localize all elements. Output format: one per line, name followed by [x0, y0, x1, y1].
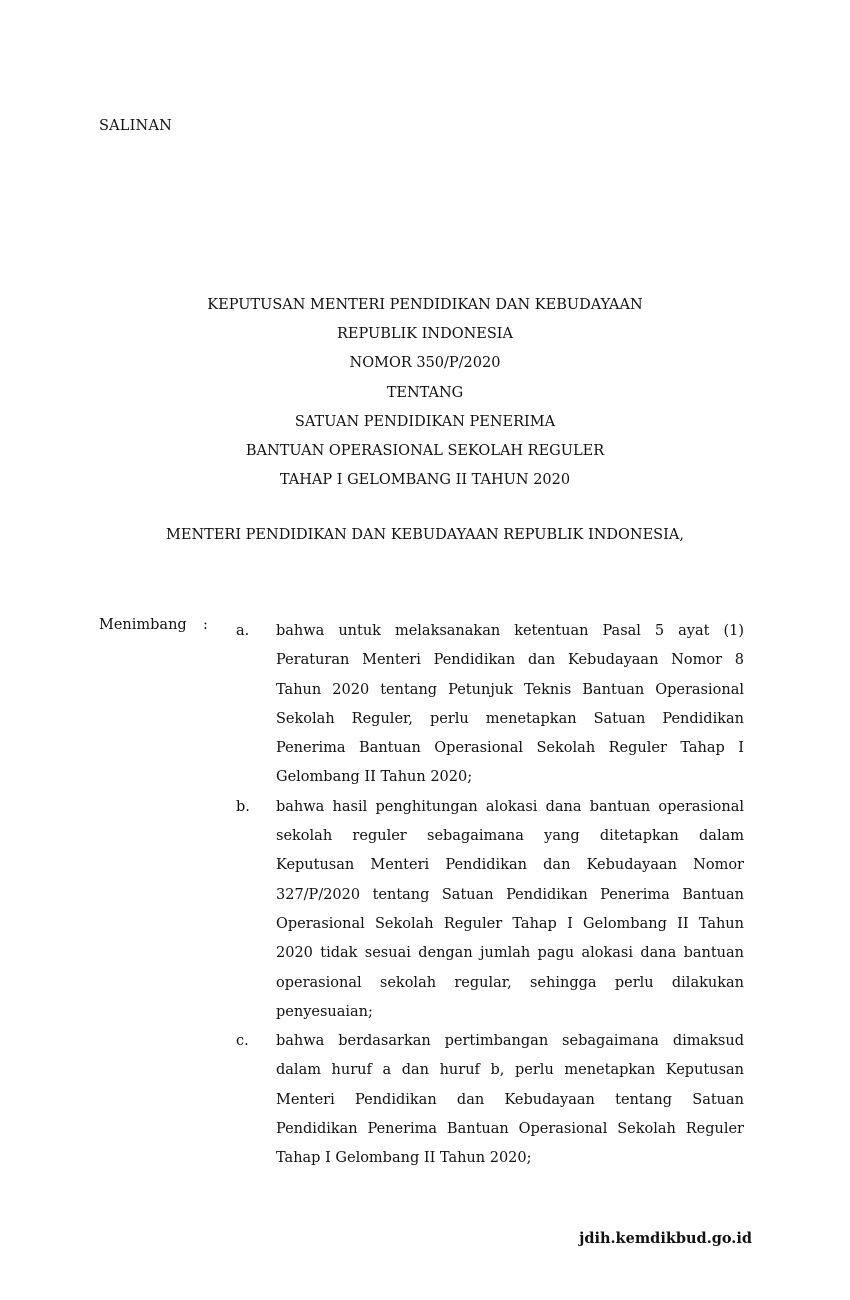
menimbang-clauses: [0, 617, 850, 1174]
title-line-7: TAHAP I GELOMBANG II TAHUN 2020: [279, 472, 571, 489]
clause-a: [0, 617, 850, 793]
title-line-3: NOMOR 350/P/2020: [349, 355, 501, 372]
title-line-5: SATUAN PENDIDIKAN PENERIMA: [294, 413, 556, 430]
title-line-2: REPUBLIK INDONESIA: [336, 326, 513, 343]
title-line-1: KEPUTUSAN MENTERI PENDIDIKAN DAN KEBUDAYAAN: [207, 297, 643, 313]
clause-letter: b.: [236, 798, 250, 815]
title-line-6: BANTUAN OPERASIONAL SEKOLAH REGULER: [245, 443, 605, 460]
clause-letter: c.: [236, 1033, 249, 1050]
clause-text: bahwa hasil penghitungan alokasi dana bantuan operasional sekolah reguler sebagaimana yang ditetapkan dalam Keputusan Menteri Pendidikan dan Kebudayaan Nomor 327/P/2020 tentang Satuan Pendidikan Penerima Bantuan Operasional Sekolah Reguler Tahap I Gelombang II Tahun 2020 tidak sesuai dengan jumlah pagu alokasi dana bantuan operasional sekolah regular, sehingga perlu dilakukan penyesuaian;: [276, 798, 744, 1020]
clause-letter: a.: [236, 623, 250, 639]
menimbang-label: Menimbang: [99, 617, 187, 633]
clause-text: bahwa untuk melaksanakan ketentuan Pasal 5 ayat (1) Peraturan Menteri Pendidikan dan Kebudayaan Nomor 8 Tahun 2020 tentang Petunjuk Teknis Bantuan Operasional Sekolah Reguler, perlu menetapkan Satuan Pendidikan Penerima Bantuan Operasional Sekolah Reguler Tahap I Gelombang II Tahun 2020;: [276, 623, 744, 786]
clause-text: bahwa berdasarkan pertimbangan sebagaimana dimaksud dalam huruf a dan huruf b, perlu menetapkan Keputusan Menteri Pendidikan dan Kebudayaan tentang Satuan Pendidikan Penerima Bantuan Operasional Sekolah Reguler Tahap I Gelombang II Tahun 2020;: [276, 1033, 744, 1167]
clause-b: [0, 793, 850, 1027]
decree-title: [0, 291, 850, 495]
minister-heading: MENTERI PENDIDIKAN DAN KEBUDAYAAN REPUBLIK INDONESIA,: [166, 527, 684, 543]
clause-c: [0, 1027, 850, 1173]
salinan-label: SALINAN: [99, 118, 173, 134]
title-line-4: TENTANG: [386, 384, 464, 401]
footer-site-link[interactable]: jdih.kemdikbud.go.id: [579, 1230, 752, 1247]
menimbang-colon: :: [203, 617, 208, 633]
